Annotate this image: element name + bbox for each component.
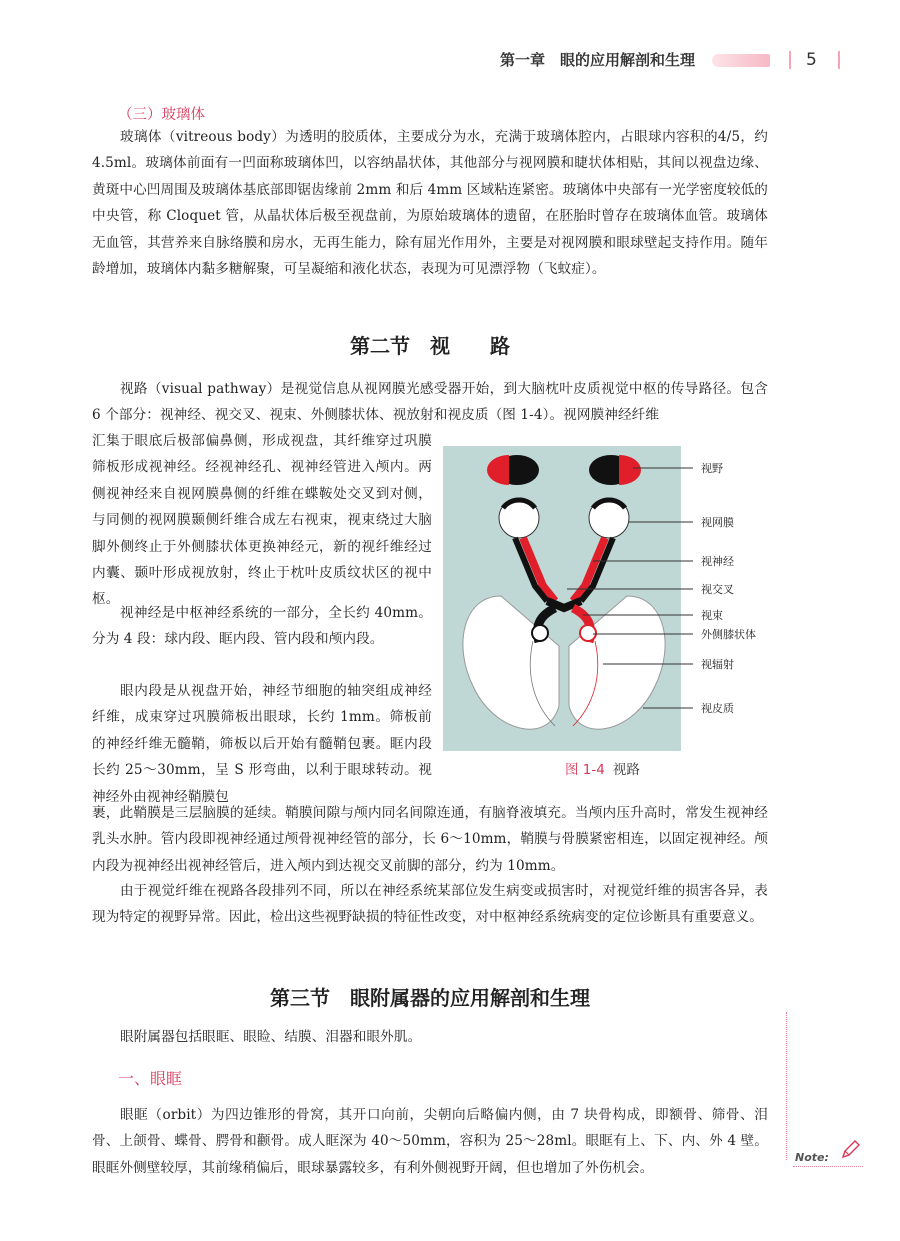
lateral-geniculate-right bbox=[580, 625, 596, 641]
paragraph-intraocular-segment: 眼内段是从视盘开始，神经节细胞的轴突组成神经纤维，成束穿过巩膜筛板出眼球，长约 1mm。筛板前的神经纤维无髓鞘，筛板以后开始有髓鞘包裹。眶内段长约 25～30mm，呈 S 形弯曲，以利于眼球转动。视神经外由视神经鞘膜包 bbox=[92, 683, 432, 805]
header-divider bbox=[789, 51, 791, 69]
paragraph-sheath: 裹，此鞘膜是三层脑膜的延续。鞘膜间隙与颅内同名间隙连通，有脑脊液填充。当颅内压升高时，常发生视神经乳头水肿。管内段即视神经通过颅骨视神经管的部分，长 6～10mm，鞘膜与骨膜紧密相连，以固定视神经。颅内段为视神经出视神经管后，进入颅内到达视交叉前脚的部分，约为 10mm。 bbox=[92, 805, 768, 874]
paragraph-adnexa-intro: 眼附属器包括眼眶、眼睑、结膜、泪器和眼外肌。 bbox=[120, 1029, 422, 1045]
label-visual-field: 视野 bbox=[701, 462, 723, 475]
figure-caption bbox=[565, 758, 640, 778]
section-title-visual-pathway: 第二节 视 路 bbox=[350, 334, 510, 358]
paragraph-visual-pathway-continued: 汇集于眼底后极部偏鼻侧，形成视盘，其纤维穿过巩膜筛板形成视神经。经视神经孔、视神经管进入颅内。两侧视神经来自视网膜鼻侧的纤维在蝶鞍处交叉到对侧，与同侧的视网膜颞侧纤维合成左右视束，视束绕过大脑脚外侧终止于外侧膝状体更换神经元，新的视纤维经过内囊、颞叶形成视放射，终止于枕叶皮质纹状区的视中枢。 bbox=[92, 433, 432, 608]
note-underline bbox=[793, 1166, 863, 1167]
label-optic-tract: 视束 bbox=[701, 609, 723, 622]
label-optic-nerve: 视神经 bbox=[701, 555, 734, 568]
lateral-geniculate-left bbox=[532, 625, 548, 641]
label-visual-cortex: 视皮质 bbox=[701, 702, 734, 715]
header-decoration-bar bbox=[712, 54, 770, 67]
figure-visual-pathway bbox=[443, 446, 768, 751]
visual-pathway-diagram bbox=[443, 446, 768, 751]
section-title-adnexa: 第三节 眼附属器的应用解剖和生理 bbox=[270, 986, 590, 1010]
page-header bbox=[0, 48, 900, 72]
label-lateral-geniculate: 外侧膝状体 bbox=[701, 628, 756, 641]
figure-caption-title: 视路 bbox=[612, 762, 640, 778]
figure-background bbox=[443, 446, 681, 751]
paragraph-vitreous: 玻璃体（vitreous body）为透明的胶质体，主要成分为水，充满于玻璃体腔内，占眼球内容积的4/5，约 4.5ml。玻璃体前面有一凹面称玻璃体凹，以容纳晶状体，其他部分与视网膜和睫状体相贴，其间以视盘边缘、黄斑中心凹周围及玻璃体基底部即锯齿缘前 2mm 和后 4mm 区域粘连紧密。玻璃体中央部有一光学密度较低的中央管，称 Cloquet 管，从晶状体后极至视盘前，为原始玻璃体的遗留，在胚胎时曾存在玻璃体血管。玻璃体无血管，其营养来自脉络膜和房水，无再生能力，除有屈光作用外，主要是对视网膜和眼球壁起支持作用。随年龄增加，玻璃体内黏多糖解聚，可呈凝缩和液化状态，表现为可见漂浮物（飞蚊症）。 bbox=[92, 129, 768, 278]
chapter-title: 第一章 眼的应用解剖和生理 bbox=[499, 51, 695, 69]
header-divider bbox=[838, 51, 840, 69]
margin-note-line bbox=[786, 1012, 787, 1160]
label-optic-chiasm: 视交叉 bbox=[701, 583, 734, 596]
note-label: Note: bbox=[795, 1151, 829, 1164]
paragraph-optic-nerve: 视神经是中枢神经系统的一部分，全长约 40mm。分为 4 段：球内段、眶内段、管内段和颅内段。 bbox=[92, 605, 432, 648]
paragraph-visual-pathway-intro: 视路（visual pathway）是视觉信息从视网膜光感受器开始，到大脑枕叶皮质视觉中枢的传导路径。包含 6 个部分：视神经、视交叉、视束、外侧膝状体、视放射和视皮质（图 1-4）。视网膜神经纤维 bbox=[92, 381, 768, 424]
page-number: 5 bbox=[806, 50, 817, 70]
subheading-orbit: 一、眼眶 bbox=[118, 1069, 183, 1088]
subheading-vitreous: （三）玻璃体 bbox=[118, 107, 205, 123]
label-retina: 视网膜 bbox=[701, 516, 734, 529]
pencil-icon bbox=[840, 1138, 862, 1160]
paragraph-orbit: 眼眶（orbit）为四边锥形的骨窝，其开口向前，尖朝向后略偏内侧，由 7 块骨构成，即额骨、筛骨、泪骨、上颌骨、蝶骨、腭骨和颧骨。成人眶深为 40～50mm，容积为 25～28ml。眼眶有上、下、内、外 4 壁。眼眶外侧壁较厚，其前缘稍偏后，眼球暴露较多，有利外侧视野开阔，但也增加了外伤机会。 bbox=[92, 1107, 768, 1176]
paragraph-visual-field-defects: 由于视觉纤维在视路各段排列不同，所以在神经系统某部位发生病变或损害时，对视觉纤维的损害各异，表现为特定的视野异常。因此，检出这些视野缺损的特征性改变，对中枢神经系统病变的定位诊断具有重要意义。 bbox=[92, 883, 768, 926]
figure-caption-number: 图 1-4 bbox=[565, 762, 605, 778]
label-optic-radiation: 视辐射 bbox=[701, 658, 734, 671]
